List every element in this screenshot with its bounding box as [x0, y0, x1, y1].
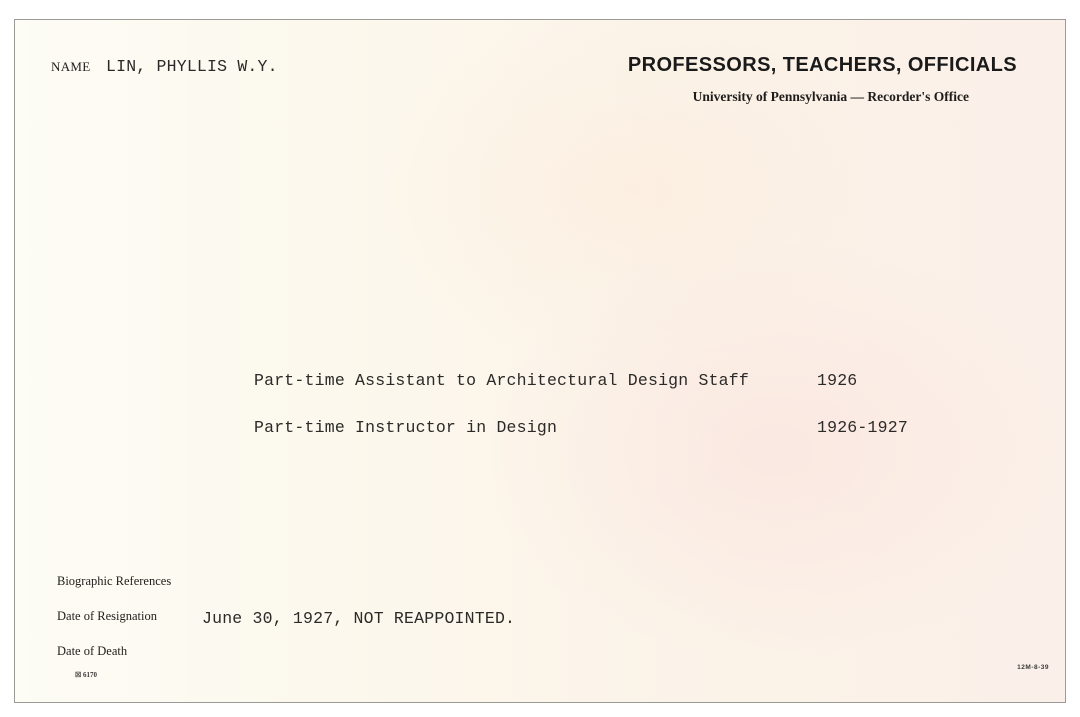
position-title: Part-time Instructor in Design — [254, 418, 558, 437]
position-years: 1926 — [817, 371, 858, 390]
form-code: 12M-8-39 — [1017, 664, 1049, 671]
biographic-references-label: Biographic References — [57, 574, 172, 588]
name-value: LIN, PHYLLIS W.Y. — [106, 57, 278, 76]
card-header-title: PROFESSORS, TEACHERS, OFFICIALS — [627, 54, 1017, 76]
death-label: Date of Death — [57, 644, 128, 658]
record-card — [14, 19, 1066, 703]
card-header-subtitle: University of Pennsylvania — Recorder's Office — [692, 89, 969, 104]
printer-mark: ☒ 6170 — [75, 671, 98, 679]
position-years: 1926-1927 — [817, 418, 908, 437]
resignation-label: Date of Resignation — [57, 609, 157, 623]
resignation-value: June 30, 1927, NOT REAPPOINTED. — [202, 609, 516, 628]
position-title: Part-time Assistant to Architectural Design Staff — [254, 371, 749, 390]
name-label: NAME — [51, 59, 91, 74]
